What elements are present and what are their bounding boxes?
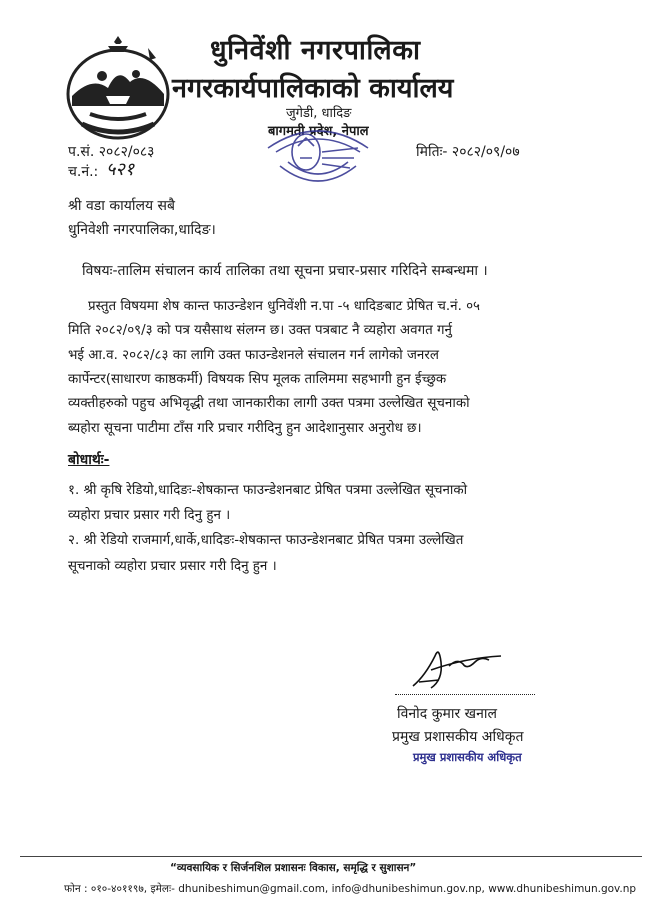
signatory-title-stamp: प्रमुख प्रशासकीय अधिकृत bbox=[413, 750, 522, 764]
cc-item-2-continued: सूचनाको व्यहोरा प्रचार प्रसार गरी दिनु हुन । bbox=[68, 559, 277, 574]
signatory-title: प्रमुख प्रशासकीय अधिकृत bbox=[392, 729, 524, 745]
signature-line bbox=[395, 694, 535, 695]
footer-slogan: “व्यवसायिक र सिर्जनशिल प्रशासनः विकास, समृद्धि र सुशासन” bbox=[170, 862, 417, 874]
body-line: मिति २०८२/०९/३ को पत्र यसैसाथ संलग्न छ। उक्त पत्रबाट नै व्यहोरा अवगत गर्नु bbox=[68, 323, 452, 338]
cc-item-1-continued: व्यहोरा प्रचार प्रसार गरी दिनु हुन । bbox=[68, 508, 231, 523]
body-line: प्रस्तुत विषयमा शेष कान्त फाउन्डेशन धुनिवेंशी न.पा -५ धादिङबाट प्रेषित च.नं. ०५ bbox=[88, 299, 481, 314]
subject-line: विषयः-तालिम संचालन कार्य तालिका तथा सूचना प्रचार-प्रसार गरिदिने सम्बन्धमा । bbox=[82, 263, 488, 279]
body-line: ब्यहोरा सूचना पाटीमा टाँस गरि प्रचार गरीदिनु हुन आदेशानुसार अनुरोध छ। bbox=[68, 421, 422, 436]
signature-icon bbox=[405, 636, 525, 696]
office-seal-icon bbox=[262, 122, 374, 200]
organization-name: धुनिवेंशी नगरपालिका bbox=[210, 35, 421, 66]
cc-item-2: २. श्री रेडियो राजमार्ग,धार्के,धादिङः-शेषकान्त फाउन्डेशनबाट प्रेषित पत्रमा उल्लेखित bbox=[68, 533, 464, 548]
body-line: कार्पेन्टर(साधारण काष्ठकर्मी) विषयक सिप मूलक तालिममा सहभागी हुन ईच्छुक bbox=[68, 372, 447, 387]
body-line: व्यक्तीहरुको पहुच अभिवृद्धी तथा जानकारीका लागी उक्त पत्रमा उल्लेखित सूचनाको bbox=[68, 396, 470, 411]
address-line-2: बागमती प्रदेश, नेपाल bbox=[268, 124, 369, 139]
address-line-1: जुगेडी, धादिङ bbox=[286, 106, 352, 121]
footer-contact: फोन : ०१०-४०११९७, इमेलः- dhunibeshimun@gmail.com, info@dhunibeshimun.gov.np, www.dhunibeshimun.gov.np bbox=[64, 883, 637, 895]
body-line: भई आ.व. २०८२/८३ का लागि उक्त फाउन्डेशनले संचालन गर्न लागेको जनरल bbox=[68, 348, 439, 363]
cc-item-1: १. श्री कृषि रेडियो,धादिङः-शेषकान्त फाउन्डेशनबाट प्रेषित पत्रमा उल्लेखित सूचनाको bbox=[68, 483, 468, 498]
letter-date: मितिः- २०८२/०९/०७ bbox=[416, 144, 520, 160]
dispatch-number-value: ५२१ bbox=[106, 159, 135, 180]
signatory-name: विनोद कुमार खनाल bbox=[397, 706, 497, 722]
office-name: नगरकार्यपालिकाको कार्यालय bbox=[172, 73, 454, 104]
recipient-line-2: धुनिवेशी नगरपालिका,धादिङ। bbox=[68, 222, 216, 238]
footer-divider bbox=[20, 856, 642, 857]
reference-number: प.सं. २०८२/०८३ bbox=[68, 144, 155, 160]
nepal-emblem-icon bbox=[62, 36, 174, 148]
dispatch-number-label: च.नं.: bbox=[68, 164, 99, 180]
recipient-line-1: श्री वडा कार्यालय सबै bbox=[68, 198, 175, 214]
cc-heading: बोधार्थः- bbox=[68, 452, 110, 468]
